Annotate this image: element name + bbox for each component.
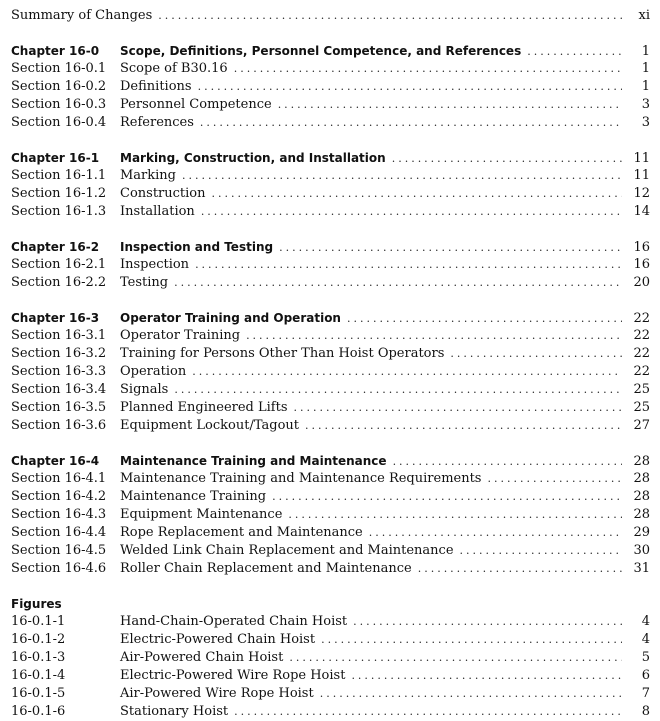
entry-title: Welded Link Chain Replacement and Maintenance [120, 543, 454, 558]
figure-entry[interactable] [11, 667, 650, 685]
entry-title: Rope Replacement and Maintenance [120, 525, 363, 540]
entry-number: 16-0.1-4 [11, 668, 66, 683]
entry-number: Section 16-1.3 [11, 204, 107, 219]
entry-page: 1 [641, 44, 650, 59]
entry-number: Section 16-0.3 [11, 97, 107, 112]
entry-number: Section 16-4.6 [11, 561, 107, 576]
entry-number: Section 16-4.1 [11, 471, 107, 486]
dot-leader [392, 150, 622, 168]
entry-page: 8 [641, 704, 650, 719]
section-entry[interactable] [11, 274, 650, 292]
entry-number: Chapter 16-4 [11, 454, 100, 468]
entry-page: 22 [633, 311, 650, 326]
entry-title: Scope, Definitions, Personnel Competence, and References [120, 44, 522, 58]
entry-title: Maintenance Training [120, 489, 267, 504]
dot-leader [272, 488, 622, 506]
dot-leader [201, 203, 622, 221]
entry-title: Maintenance Training and Maintenance Requirements [120, 471, 482, 486]
dot-leader [174, 274, 622, 292]
entry-page: 12 [633, 186, 650, 201]
figure-entry[interactable] [11, 631, 650, 649]
section-entry[interactable] [11, 506, 650, 524]
entry-title: Electric-Powered Wire Rope Hoist [120, 668, 346, 683]
entry-number: 16-0.1-3 [11, 650, 66, 665]
entry-title: Testing [120, 275, 169, 290]
dot-leader [460, 542, 622, 560]
entry-title: Personnel Competence [120, 97, 272, 112]
entry-number: Section 16-4.5 [11, 543, 107, 558]
entry-number: Section 16-0.1 [11, 61, 107, 76]
spacer [11, 578, 650, 595]
entry-number: Chapter 16-3 [11, 311, 100, 325]
entry-page: 14 [633, 204, 650, 219]
entry-title: Inspection [120, 257, 190, 272]
entry-title: Air-Powered Chain Hoist [120, 650, 284, 665]
entry-page: 22 [633, 328, 650, 343]
dot-leader [294, 399, 622, 417]
entry-page: 1 [641, 79, 650, 94]
figure-list [11, 613, 650, 721]
dot-leader [450, 345, 622, 363]
entry-title: Operator Training and Operation [120, 311, 341, 325]
entry-page: xi [638, 8, 650, 23]
summary-entry[interactable] [11, 7, 650, 25]
entry-title: Planned Engineered Lifts [120, 400, 288, 415]
entry-title: Equipment Maintenance [120, 507, 283, 522]
entry-page: 6 [641, 668, 650, 683]
dot-leader [234, 60, 622, 78]
entry-page: 22 [633, 364, 650, 379]
entry-page: 31 [633, 561, 650, 576]
entry-number: Section 16-3.2 [11, 346, 107, 361]
entry-number: Section 16-1.1 [11, 168, 107, 183]
entry-page: 22 [633, 346, 650, 361]
entry-page: 20 [633, 275, 650, 290]
entry-number: Section 16-2.2 [11, 275, 107, 290]
entry-number: Section 16-3.4 [11, 382, 107, 397]
section-entry[interactable] [11, 78, 650, 96]
entry-title: References [120, 115, 194, 130]
entry-number: Section 16-2.1 [11, 257, 107, 272]
section-entry[interactable] [11, 399, 650, 417]
section-entry[interactable] [11, 96, 650, 114]
figure-entry[interactable] [11, 703, 650, 721]
chapter-entry[interactable] [11, 309, 650, 327]
entry-page: 25 [633, 400, 650, 415]
section-entry[interactable] [11, 470, 650, 488]
entry-page: 4 [641, 614, 650, 629]
section-entry[interactable] [11, 203, 650, 221]
entry-title: Marking, Construction, and Installation [120, 151, 386, 165]
spacer [11, 25, 650, 42]
dot-leader [182, 167, 622, 185]
entry-page: 28 [633, 489, 650, 504]
section-entry[interactable] [11, 542, 650, 560]
entry-number: Section 16-3.6 [11, 418, 107, 433]
chapter-entry[interactable] [11, 42, 650, 60]
figure-entry[interactable] [11, 685, 650, 703]
entry-title: Definitions [120, 79, 192, 94]
entry-title: Stationary Hoist [120, 704, 229, 719]
dot-leader [278, 96, 622, 114]
entry-title: Installation [120, 204, 195, 219]
figure-entry[interactable] [11, 613, 650, 631]
entry-number: Section 16-3.1 [11, 328, 107, 343]
entry-title: Operation [120, 364, 187, 379]
chapter-entry[interactable] [11, 452, 650, 470]
entry-page: 11 [633, 168, 650, 183]
entry-title: Maintenance Training and Maintenance [120, 454, 387, 468]
dot-leader [289, 649, 622, 667]
dot-leader [174, 381, 622, 399]
dot-leader [192, 363, 622, 381]
chapter-list [11, 25, 650, 578]
entry-page: 3 [641, 115, 650, 130]
dot-leader [320, 685, 622, 703]
entry-page: 7 [641, 686, 650, 701]
entry-number: 16-0.1-5 [11, 686, 66, 701]
dot-leader [369, 524, 622, 542]
dot-leader [158, 7, 622, 25]
section-entry[interactable] [11, 381, 650, 399]
entry-page: 3 [641, 97, 650, 112]
chapter-entry[interactable] [11, 149, 650, 167]
entry-page: 11 [633, 151, 650, 166]
entry-number: 16-0.1-1 [11, 614, 66, 629]
dot-leader [351, 667, 622, 685]
section-entry[interactable] [11, 488, 650, 506]
figure-entry[interactable] [11, 649, 650, 667]
entry-page: 30 [633, 543, 650, 558]
section-entry[interactable] [11, 185, 650, 203]
spacer [11, 435, 650, 452]
spacer [11, 292, 650, 309]
section-entry[interactable] [11, 60, 650, 78]
entry-number: Section 16-1.2 [11, 186, 107, 201]
dot-leader [393, 453, 622, 471]
dot-leader [347, 310, 622, 328]
entry-number: Chapter 16-2 [11, 240, 100, 254]
entry-number: 16-0.1-6 [11, 704, 66, 719]
entry-page: 29 [633, 525, 650, 540]
entry-title: Roller Chain Replacement and Maintenance [120, 561, 412, 576]
entry-number: Section 16-3.5 [11, 400, 107, 415]
entry-title: Construction [120, 186, 206, 201]
entry-title: Air-Powered Wire Rope Hoist [120, 686, 314, 701]
entry-title: Training for Persons Other Than Hoist Operators [120, 346, 445, 361]
entry-number: 16-0.1-2 [11, 632, 66, 647]
section-entry[interactable] [11, 345, 650, 363]
entry-page: 16 [633, 240, 650, 255]
entry-number: Section 16-4.4 [11, 525, 107, 540]
entry-page: 27 [633, 418, 650, 433]
dot-leader [198, 78, 622, 96]
dot-leader [418, 560, 622, 578]
entry-title: Signals [120, 382, 169, 397]
entry-page: 28 [633, 507, 650, 522]
entry-number: Section 16-0.4 [11, 115, 107, 130]
dot-leader [487, 470, 622, 488]
section-entry[interactable] [11, 560, 650, 578]
figures-heading: Figures [11, 597, 62, 611]
section-entry[interactable] [11, 417, 650, 435]
entry-title: Inspection and Testing [120, 240, 274, 254]
entry-number: Section 16-3.3 [11, 364, 107, 379]
entry-number: Chapter 16-1 [11, 151, 100, 165]
section-entry[interactable] [11, 363, 650, 381]
entry-page: 1 [641, 61, 650, 76]
entry-title: Operator Training [120, 328, 241, 343]
dot-leader [305, 417, 622, 435]
dot-leader [234, 703, 622, 721]
dot-leader [246, 327, 622, 345]
dot-leader [212, 185, 623, 203]
dot-leader [200, 114, 622, 132]
spacer [11, 132, 650, 149]
section-entry[interactable] [11, 167, 650, 185]
entry-title: Summary of Changes [11, 8, 153, 23]
chapter-entry[interactable] [11, 238, 650, 256]
entry-title: Scope of B30.16 [120, 61, 228, 76]
dot-leader [353, 613, 622, 631]
entry-title: Hand-Chain-Operated Chain Hoist [120, 614, 348, 629]
entry-page: 5 [641, 650, 650, 665]
entry-page: 4 [641, 632, 650, 647]
entry-number: Section 16-4.2 [11, 489, 107, 504]
entry-page: 28 [633, 454, 650, 469]
dot-leader [321, 631, 622, 649]
entry-page: 25 [633, 382, 650, 397]
dot-leader [288, 506, 622, 524]
spacer [11, 221, 650, 238]
section-entry[interactable] [11, 524, 650, 542]
entry-page: 16 [633, 257, 650, 272]
entry-number: Section 16-4.3 [11, 507, 107, 522]
dot-leader [279, 239, 622, 257]
entry-page: 28 [633, 471, 650, 486]
entry-title: Marking [120, 168, 177, 183]
dot-leader [527, 43, 622, 61]
dot-leader [195, 256, 622, 274]
section-entry[interactable] [11, 114, 650, 132]
entry-title: Equipment Lockout/Tagout [120, 418, 299, 433]
entry-title: Electric-Powered Chain Hoist [120, 632, 316, 647]
section-entry[interactable] [11, 256, 650, 274]
entry-number: Chapter 16-0 [11, 44, 100, 58]
entry-number: Section 16-0.2 [11, 79, 107, 94]
section-entry[interactable] [11, 327, 650, 345]
